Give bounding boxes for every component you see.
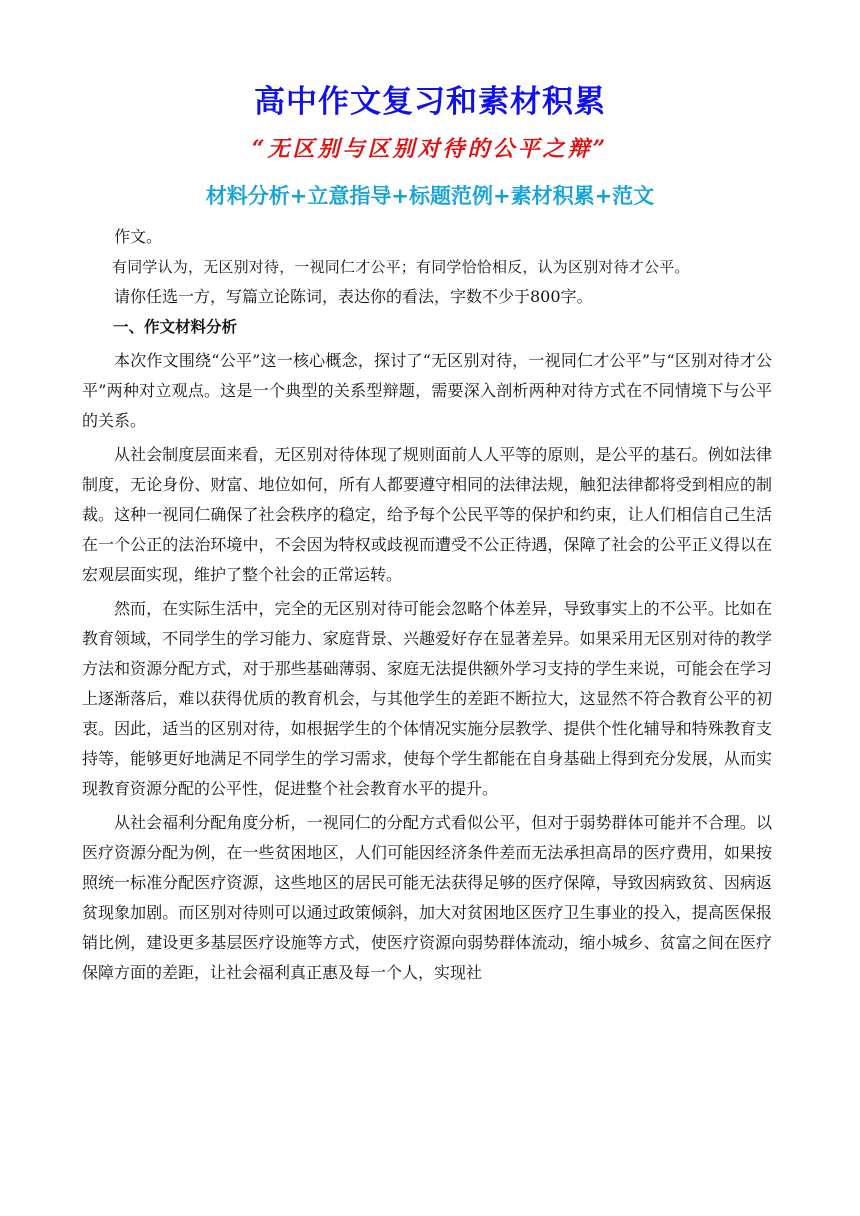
document-tagline: 材料分析+立意指导+标题范例+素材积累+范文 [205, 184, 655, 208]
document-title: 高中作文复习和素材积累 [254, 84, 606, 120]
paragraph-4: 从社会福利分配角度分析，一视同仁的分配方式看似公平，但对于弱势群体可能并不合理。以医疗资源分配为例，在一些贫困地区，人们可能因经济条件差而无法承担高昂的医疗费用，如果按照统一标准分配医疗资源，这些地区的居民可能无法获得足够的医疗保障，导致因病致贫、因病返贫现象加剧。而区别对待则可以通过政策倾斜，加大对贫困地区医疗卫生事业的投入，提高医保报销比例，建设更多基层医疗设施等方式，使医疗资源向弱势群体流动，缩小城乡、贫富之间在医疗保障方面的差距，让社会福利真正惠及每一个人，实现社 [82, 813, 772, 982]
paragraph-1: 本次作文围绕“公平”这一核心概念，探讨了“无区别对待，一视同仁才公平”与“区别对待才公平”两种对立观点。这是一个典型的关系型辩题，需要深入剖析两种对待方式在不同情境下与公平的关系。 [82, 351, 772, 430]
prompt-line-3: 请你任选一方，写篇立论陈词，表达你的看法，字数不少于800字。 [114, 287, 593, 306]
document-subtitle: “无区别与区别对待的公平之辩” [251, 136, 609, 162]
document-body [82, 222, 772, 988]
section-heading: 一、作文材料分析 [113, 318, 238, 336]
prompt-line-1: 作文。 [114, 227, 163, 246]
prompt-line-2: 有同学认为，无区别对待，一视同仁才公平；有同学恰恰相反，认为区别对待才公平。 [112, 258, 690, 276]
paragraph-2: 从社会制度层面来看，无区别对待体现了规则面前人人平等的原则，是公平的基石。例如法律制度，无论身份、财富、地位如何，所有人都要遵守相同的法律法规，触犯法律都将受到相应的制裁。这种一视同仁确保了社会秩序的稳定，给予每个公民平等的保护和约束，让人们相信自己生活在一个公正的法治环境中，不会因为特权或歧视而遭受不公正待遇，保障了社会的公平正义得以在宏观层面实现，维护了整个社会的正常运转。 [82, 445, 772, 584]
paragraph-3: 然而，在实际生活中，完全的无区别对待可能会忽略个体差异，导致事实上的不公平。比如在教育领域，不同学生的学习能力、家庭背景、兴趣爱好存在显著差异。如果采用无区别对待的教学方法和资源分配方式，对于那些基础薄弱、家庭无法提供额外学习支持的学生来说，可能会在学习上逐渐落后，难以获得优质的教育机会，与其他学生的差距不断拉大，这显然不符合教育公平的初衷。因此，适当的区别对待，如根据学生的个体情况实施分层教学、提供个性化辅导和特殊教育支持等，能够更好地满足不同学生的学习需求，使每个学生都能在自身基础上得到充分发展，从而实现教育资源分配的公平性，促进整个社会教育水平的提升。 [82, 599, 772, 798]
